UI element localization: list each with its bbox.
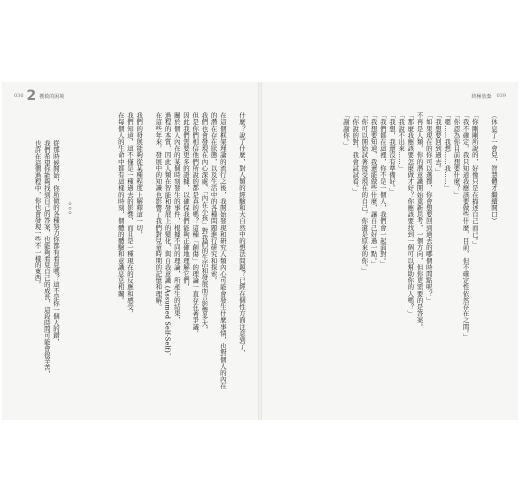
left-page [2,82,258,420]
paragraph: 我們也會發現在內心深處，「內在小孩」對我們的生活和發展而言影響多大， [200,112,209,334]
quote-line: 從那時候開始，你所做的各種努力你都有看見嗎？這不是你一個人的錯， [52,140,60,345]
paragraph: 因此我們需要更多的證據，以確保我們能夠正確地理解它們， [181,112,190,291]
dialogue-line: （休息了一會兒，智慧體才繼續開口） [490,112,498,225]
right-page [262,82,518,420]
paragraph: 在每個人的生命中都有這樣的時刻，個體的體驗和意識息息相關。 [116,112,125,304]
paragraph: 但是你們相信他們所說的都是真的嗎？這種「創傷」的理論一直存在著爭議， [191,112,200,337]
right-body-text [286,112,498,404]
right-page-number: 039 [496,93,506,99]
dialogue-line: 「我想要回到過去。」 [433,112,442,175]
dialogue-line: 「你說的對，我會試試看。」 [351,112,360,195]
left-page-number: 036 [14,93,24,99]
dialogue-line: 「如果現在的你可以選擇，你會想要回到過去的哪個時間點呢？」 [424,112,433,304]
dialogue-line: 「我不確定，我只知道我應該要做些什麼，目前，但不確定性依然存在之間。」 [461,112,470,340]
paragraph: 什麼？說了什麼，對人類的經驗和大自然中的想法問題？已經在個性方面注意到了， [238,112,246,357]
paragraph: 關於個人內在的某個時刻發生的事件，根據不同的理論，所產生的結果， [172,112,181,324]
paragraph: 我們的發展能夠從某種程度上解釋這一切， [135,112,144,238]
chapter-number: 2 [26,88,37,104]
paragraph: 在這些年來，發展中的知識也影響了我們對兒童時期的記憶和理解。 [154,112,163,310]
dialogue-line: 「你可以開始試著接受現在的自己，你還是原來的你。」 [360,112,369,274]
right-page-header [471,89,506,103]
dialogue-line: 「我們都在這裡，你不是一個人，我們會一起面對。」 [378,112,387,268]
dialogue-line: 「謝謝你。」 [341,112,350,149]
paragraph: 的潛在存在狀態，以及生活中的各種問題進行研究和探索。 [209,112,218,284]
book-spread [2,82,518,420]
dialogue-line: 不再是人類，你的潛意識開始重新思考，一個方向，但你更需要的是答案。 [415,112,424,330]
dialogue-line: 「那麼我應該要怎麼做才好？你應該要找到一個可以幫助你的人嗎？」 [406,112,415,317]
quote-block [8,140,60,404]
dialogue-line: 「我想要知道，我還能做些什麼，讓自己好過一點。」 [369,112,378,268]
dialogue-line: 「我說不出來……」 [397,112,406,172]
dialogue-line: 「你認為你目前想要什麼？」 [452,112,461,198]
quote-line: 我們希望你能夠找到自己的答案，也能夠看見自己的成長，這段時間可能會很辛苦， [42,140,51,377]
right-page-title: 終極放棄 [471,93,492,100]
section-dots: 。。。 [61,202,71,220]
quote-line: 也許在這個過程中，你也會發現一些不一樣的東西。 [33,140,42,288]
paragraph: 過程的本質，因此人類在智能和發展上的變化，與自我意識 (Assumed Self-Self)， [163,112,172,360]
left-page-title: 獲救的困境 [39,93,65,100]
dialogue-line: 「我想，我還沒有準備好。」 [387,112,396,195]
dialogue-line: 「嗯……我想……我……」 [443,112,452,192]
dialogue-line: 「你剛剛所說的，好像只是在描述自己而已。」 [470,112,479,248]
paragraph: 在這個框架理論的流行之後，我開始發現和研究人類內心可能會發生什麼事情，也對個人的內在 [218,112,227,390]
left-body-text [60,112,246,404]
paragraph: 我們知道，這不僅是一種過去的影響，而且是一種現在的反應和感受， [125,112,134,317]
left-page-header [14,89,64,103]
